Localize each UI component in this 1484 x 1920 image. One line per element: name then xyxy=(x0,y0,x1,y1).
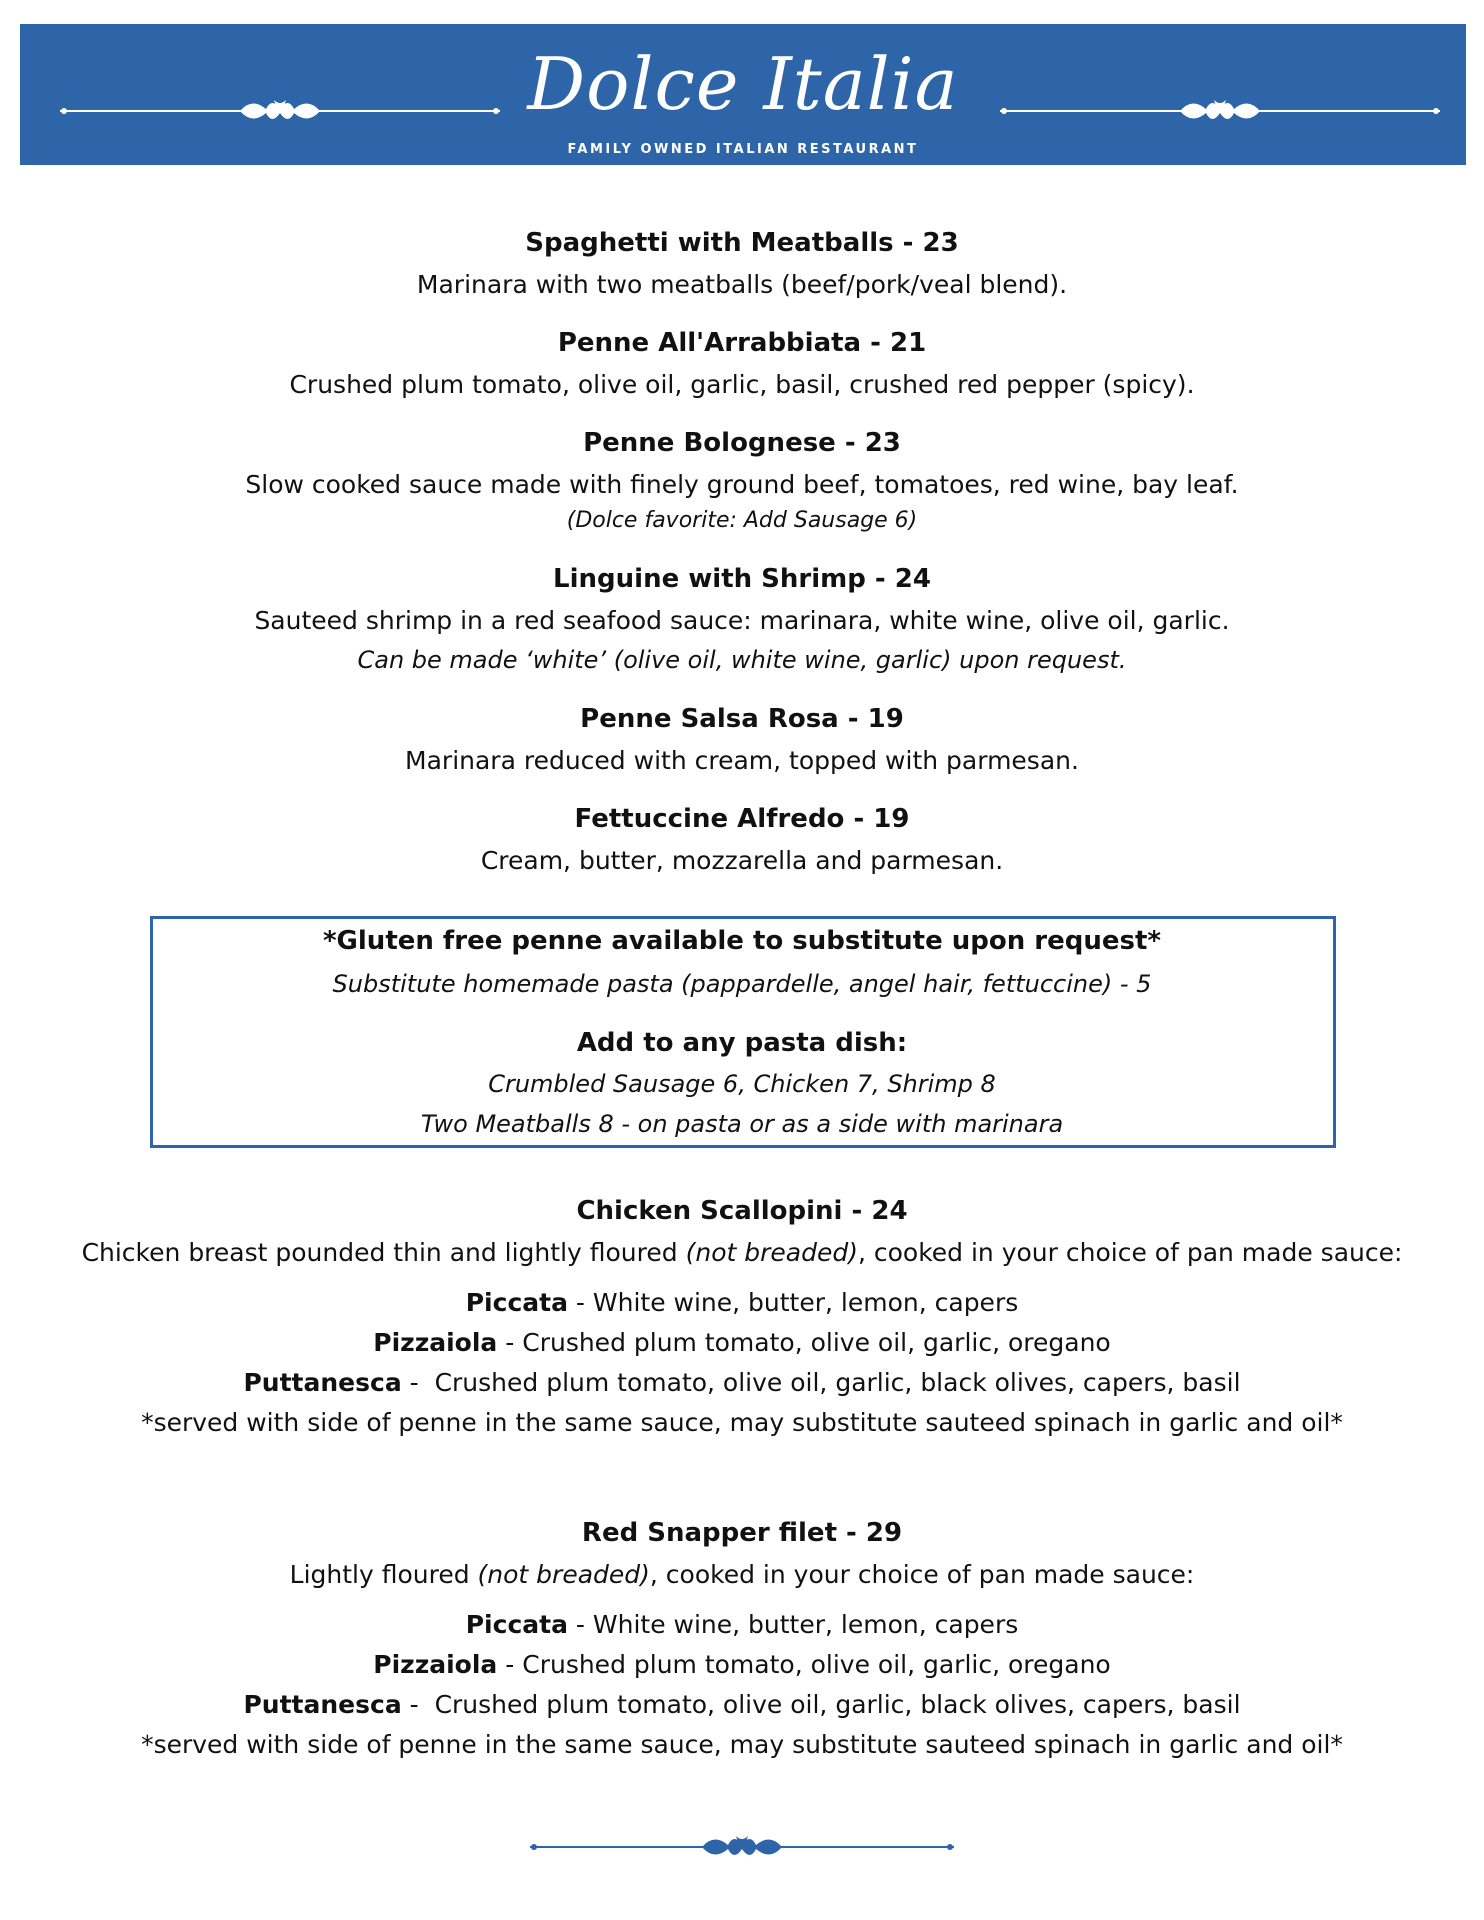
menu-item-description: Sauteed shrimp in a red seafood sauce: marinara, white wine, olive oil, garlic. xyxy=(254,606,1230,635)
sauce-description: White wine, butter, lemon, capers xyxy=(592,1288,1019,1317)
menu-item-title: Penne All'Arrabbiata - 21 xyxy=(557,328,927,358)
sauce-option xyxy=(0,1288,1484,1317)
menu-item-title: Red Snapper filet - 29 xyxy=(581,1518,903,1548)
sauce-separator: - xyxy=(401,1690,435,1719)
menu-item-title: Linguine with Shrimp - 24 xyxy=(553,564,931,594)
description-text: Lightly floured xyxy=(289,1560,478,1589)
sauce-separator: - xyxy=(401,1368,435,1397)
menu-item-description: Cream, butter, mozzarella and parmesan. xyxy=(480,846,1004,875)
sauce-separator: - xyxy=(567,1288,593,1317)
sauce-description: Crushed plum tomato, olive oil, garlic, oregano xyxy=(522,1650,1111,1679)
menu-item-title: Chicken Scallopini - 24 xyxy=(576,1196,908,1226)
sauce-description: Crushed plum tomato, olive oil, garlic, black olives, capers, basil xyxy=(434,1690,1241,1719)
menu-item-note: (Dolce favorite: Add Sausage 6) xyxy=(566,508,918,533)
sauce-name: Puttanesca xyxy=(243,1368,402,1397)
add-ons-title: Add to any pasta dish: xyxy=(576,1028,908,1058)
sauce-option xyxy=(0,1328,1484,1357)
menu-item-description: Marinara with two meatballs (beef/pork/veal blend). xyxy=(416,270,1068,299)
description-text: , cooked in your choice of pan made sauce: xyxy=(857,1238,1403,1267)
description-text: Chicken breast pounded thin and lightly floured xyxy=(81,1238,686,1267)
sauce-option xyxy=(0,1610,1484,1639)
menu-item-description: Slow cooked sauce made with finely ground beef, tomatoes, red wine, bay leaf. xyxy=(245,470,1239,499)
sauce-name: Puttanesca xyxy=(243,1690,402,1719)
sauce-description: Crushed plum tomato, olive oil, garlic, black olives, capers, basil xyxy=(434,1368,1241,1397)
sauce-name: Pizzaiola xyxy=(373,1650,498,1679)
menu-item-title: Penne Salsa Rosa - 19 xyxy=(580,704,904,734)
menu-item-title: Penne Bolognese - 23 xyxy=(583,428,901,458)
ornament-divider-icon xyxy=(530,1830,954,1864)
menu-item-description: Crushed plum tomato, olive oil, garlic, basil, crushed red pepper (spicy). xyxy=(289,370,1195,399)
description-text: , cooked in your choice of pan made sauce: xyxy=(649,1560,1195,1589)
sauce-name: Piccata xyxy=(465,1610,568,1639)
menu-item-description: Marinara reduced with cream, topped with parmesan. xyxy=(405,746,1079,775)
sauce-option xyxy=(0,1650,1484,1679)
description-emphasis: (not breaded) xyxy=(685,1238,858,1267)
restaurant-logo: Dolce Italia xyxy=(527,42,959,126)
sauce-name: Pizzaiola xyxy=(373,1328,498,1357)
sauce-separator: - xyxy=(497,1650,523,1679)
add-ons-line: Crumbled Sausage 6, Chicken 7, Shrimp 8 xyxy=(488,1070,996,1098)
restaurant-tagline: FAMILY OWNED ITALIAN RESTAURANT xyxy=(567,142,919,157)
menu-item-note: Can be made ‘white’ (olive oil, white wine, garlic) upon request. xyxy=(357,646,1127,674)
substitute-pasta-note: Substitute homemade pasta (pappardelle, angel hair, fettuccine) - 5 xyxy=(332,970,1152,998)
ornament-divider-icon xyxy=(1000,94,1440,128)
menu-item-description xyxy=(0,1560,1484,1589)
menu-item-title: Spaghetti with Meatballs - 23 xyxy=(525,228,959,258)
menu-item-description xyxy=(0,1238,1484,1267)
sauce-name: Piccata xyxy=(465,1288,568,1317)
menu-item-footnote: *served with side of penne in the same sauce, may substitute sauteed spinach in garlic and oil* xyxy=(141,1408,1343,1437)
sauce-description: Crushed plum tomato, olive oil, garlic, oregano xyxy=(522,1328,1111,1357)
sauce-description: White wine, butter, lemon, capers xyxy=(592,1610,1019,1639)
gluten-free-notice: *Gluten free penne available to substitute upon request* xyxy=(322,926,1162,956)
header-banner xyxy=(20,24,1466,165)
sauce-separator: - xyxy=(567,1610,593,1639)
menu-item-title: Fettuccine Alfredo - 19 xyxy=(574,804,910,834)
sauce-option xyxy=(0,1368,1484,1397)
sauce-separator: - xyxy=(497,1328,523,1357)
menu-item-footnote: *served with side of penne in the same sauce, may substitute sauteed spinach in garlic and oil* xyxy=(141,1730,1343,1759)
sauce-option xyxy=(0,1690,1484,1719)
description-emphasis: (not breaded) xyxy=(477,1560,650,1589)
add-ons-line: Two Meatballs 8 - on pasta or as a side with marinara xyxy=(420,1110,1064,1138)
